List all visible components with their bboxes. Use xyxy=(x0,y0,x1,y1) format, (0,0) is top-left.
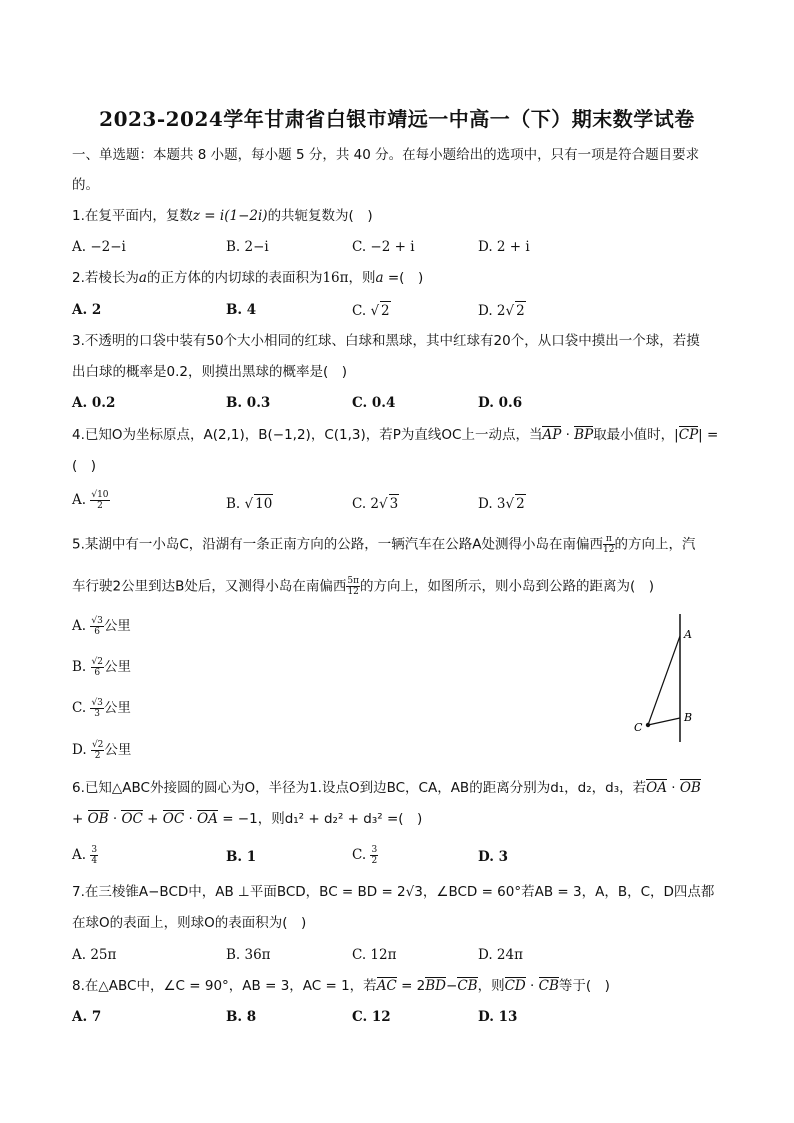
question-2 xyxy=(72,269,423,287)
q3-option-d[interactable]: D. 0.6 xyxy=(478,395,523,411)
q5-text-b: 的方向上，汽 xyxy=(614,536,696,553)
q5-option-c[interactable] xyxy=(72,698,131,719)
q8-vec-cd: CD xyxy=(504,978,526,994)
q2-var: a xyxy=(138,270,147,286)
page-title: 2023-2024学年甘肃省白银市靖远一中高一（下）期末数学试卷 xyxy=(99,107,695,131)
q5-opt-d-label: D. xyxy=(72,742,87,758)
q6-option-d[interactable]: D. 3 xyxy=(478,849,509,865)
q8-vec-bd: BD xyxy=(425,978,447,994)
q4-opt-d-label: D. 3 xyxy=(478,496,506,512)
q5-opt-d-den: 2 xyxy=(94,751,101,761)
q8-text-b: ，则 xyxy=(477,978,505,994)
q5-opt-d-frac xyxy=(91,740,104,761)
q8-option-d[interactable]: D. 13 xyxy=(478,1009,518,1025)
q5-text-c: 车行驶2公里到达B处后，又测得小岛在南偏西 xyxy=(72,578,347,595)
q7-option-a[interactable]: A. 25π xyxy=(72,947,117,963)
q3-option-a[interactable]: A. 0.2 xyxy=(72,395,116,411)
q8-text-c: 等于( ) xyxy=(558,978,610,994)
q2-text-c: ，则 xyxy=(348,270,376,286)
segment-ac xyxy=(648,636,680,725)
q2-option-a[interactable]: A. 2 xyxy=(72,302,102,318)
q8-vec-cb: CB xyxy=(457,978,478,994)
q4-text-c: | = xyxy=(698,427,719,443)
q6-vec-ob-1: OB xyxy=(679,780,701,796)
question-4-line1 xyxy=(72,426,718,444)
q5-option-d[interactable] xyxy=(72,740,131,761)
q7-option-b[interactable]: B. 36π xyxy=(226,947,271,963)
q4-opt-b-label: B. xyxy=(226,496,245,512)
q2-option-b[interactable]: B. 4 xyxy=(226,302,257,318)
q5-opt-b-unit: 公里 xyxy=(103,659,131,675)
q4-opt-c-label: C. 2 xyxy=(352,496,380,512)
q4-vec-cp: CP xyxy=(678,427,699,443)
question-5-line2 xyxy=(72,576,654,597)
q4-option-d[interactable]: D. 3√ 2 xyxy=(478,496,525,512)
q5-opt-c-unit: 公里 xyxy=(103,700,131,716)
q5-opt-c-frac xyxy=(90,698,103,719)
q8-minus: − xyxy=(446,978,458,994)
q1-text-a: 1.在复平面内，复数 xyxy=(72,208,193,224)
q5-opt-a-frac xyxy=(90,616,103,637)
q8-option-a[interactable]: A. 7 xyxy=(72,1009,102,1025)
q8-text-a: 8.在△ABC中，∠C = 90°，AB = 3，AC = 1，若 xyxy=(72,978,377,994)
q2-var-2: a xyxy=(375,270,384,286)
q5-opt-b-den: 6 xyxy=(94,668,101,678)
q1-option-d[interactable]: D. 2 + i xyxy=(478,239,530,255)
question-7-line1: 7.在三棱锥A−BCD中，AB ⊥平面BCD，BC = BD = 2√3，∠BCD = 60°若AB = 3，A，B，C，D四点都 xyxy=(72,884,715,900)
q4-opt-a-label: A. xyxy=(72,492,87,508)
q5-opt-b-num: √2 xyxy=(91,657,103,667)
point-c xyxy=(646,723,650,727)
segment-bc xyxy=(648,718,680,725)
label-b: B xyxy=(684,711,693,724)
q8-vec-cb-2: CB xyxy=(538,978,559,994)
q4-opt-a-den: 2 xyxy=(97,501,103,511)
q6-opt-a-den: 4 xyxy=(91,856,98,866)
q5-opt-b-label: B. xyxy=(72,659,87,675)
q4-text-b: 取最小值时，| xyxy=(593,427,679,443)
q2-option-c[interactable]: C. √ 2 xyxy=(352,303,390,319)
q5-opt-c-label: C. xyxy=(72,700,87,716)
q4-option-c[interactable]: C. 2√ 3 xyxy=(352,496,399,512)
q5-opt-c-den: 3 xyxy=(94,709,101,719)
q6-option-b[interactable]: B. 1 xyxy=(226,849,257,865)
q6-vec-oc-1: OC xyxy=(121,811,143,827)
q5-opt-a-label: A. xyxy=(72,618,87,634)
q4-text-a: 4.已知O为坐标原点，A(2,1)，B(−1,2)，C(1,3)，若P为直线OC上一动点，当 xyxy=(72,427,543,443)
q5-text-a: 5.某湖中有一小岛C，沿湖有一条正南方向的公路，一辆汽车在公路A处测得小岛在南偏西 xyxy=(72,536,604,553)
q5-option-b[interactable] xyxy=(72,657,131,678)
q6-vec-oa-2: OA xyxy=(197,811,218,827)
q5-frac-2-den: 12 xyxy=(347,587,359,597)
section-header-line2: 的。 xyxy=(72,177,99,193)
q4-dot: · xyxy=(561,427,575,443)
q2-text-d: =( ) xyxy=(383,270,424,286)
q4-option-b[interactable]: B. √ 10 xyxy=(226,496,273,512)
q4-option-a[interactable] xyxy=(72,490,110,511)
q4-vec-ap: AP xyxy=(542,427,562,443)
q4-opt-d-radicand: 2 xyxy=(516,496,525,512)
question-3-line1: 3.不透明的口袋中装有50个大小相同的红球、白球和黑球，其中红球有20个，从口袋中摸出一个球，若摸 xyxy=(72,333,700,349)
q6-opt-a-label: A. xyxy=(72,847,87,863)
question-5-line1 xyxy=(72,534,696,555)
question-3-line2: 出白球的概率是0.2，则摸出黑球的概率是( ) xyxy=(72,364,348,380)
question-1 xyxy=(72,207,373,225)
q5-opt-a-num: √3 xyxy=(91,616,103,626)
q8-vec-ac: AC xyxy=(376,978,397,994)
label-c: C xyxy=(634,721,643,734)
q1-text-b: 的共轭复数为( ) xyxy=(267,208,373,224)
q5-frac-1 xyxy=(603,534,614,555)
section-header-line1: 一、单选题：本题共 8 小题，每小题 5 分，共 40 分。在每小题给出的选项中，只有一项是符合题目要求 xyxy=(72,147,700,163)
q6-option-c[interactable] xyxy=(352,845,378,866)
q5-opt-d-num: √2 xyxy=(91,740,104,750)
label-a: A xyxy=(684,628,692,641)
q5-frac-2-num: 5π xyxy=(347,576,360,586)
q5-frac-1-den: 12 xyxy=(603,545,615,555)
q2-opt-d-radicand: 2 xyxy=(516,303,525,319)
q4-vec-bp: BP xyxy=(574,427,594,443)
q5-opt-c-num: √3 xyxy=(91,698,103,708)
q2-text-a: 2.若棱长为 xyxy=(72,270,139,286)
q6-opt-c-num: 3 xyxy=(371,845,378,855)
q4-opt-b-radicand: 10 xyxy=(255,496,273,512)
q8-option-b[interactable]: B. 8 xyxy=(226,1009,257,1025)
q6-vec-oc-2: OC xyxy=(162,811,185,827)
q4-opt-a-num: √10 xyxy=(91,490,109,500)
q5-opt-a-unit: 公里 xyxy=(103,618,131,634)
q5-opt-a-den: 6 xyxy=(94,627,100,637)
q5-figure xyxy=(628,608,708,748)
q5-frac-1-num: π xyxy=(603,534,614,545)
q6-opt-c-den: 2 xyxy=(371,856,378,866)
question-8 xyxy=(72,977,610,995)
q5-frac-2 xyxy=(346,576,360,597)
q2-opt-c-label: C. xyxy=(352,303,371,319)
q6-opt-a-frac xyxy=(90,845,98,866)
q5-option-a[interactable] xyxy=(72,616,131,637)
q1-expr: z = i(1−2i) xyxy=(192,208,268,224)
q7-option-d[interactable]: D. 24π xyxy=(478,947,523,963)
q2-text-b: 的正方体的内切球的表面积为 xyxy=(146,270,323,286)
question-7-line2: 在球O的表面上，则球O的表面积为( ) xyxy=(72,915,307,931)
q7-option-c[interactable]: C. 12π xyxy=(352,947,397,963)
q3-option-b[interactable]: B. 0.3 xyxy=(226,395,271,411)
q2-opt-c-radicand: 2 xyxy=(381,303,390,319)
q1-option-c[interactable]: C. −2 + i xyxy=(352,239,415,255)
q2-option-d[interactable]: D. 2√ 2 xyxy=(478,303,525,319)
q6-vec-oa-1: OA xyxy=(646,780,667,796)
q2-opt-d-label: D. 2 xyxy=(478,303,506,319)
q6-opt-a-num: 3 xyxy=(91,845,98,855)
q6-text-a: 6.已知△ABC外接圆的圆心为O，半径为1.设点O到边BC，CA，AB的距离分别为d₁，d₂，d₃，若 xyxy=(72,780,647,796)
q6-line2-end: = −1，则d₁² + d₂² + d₃² =( ) xyxy=(217,811,423,827)
q6-opt-c-frac xyxy=(370,845,378,866)
q3-option-c[interactable]: C. 0.4 xyxy=(352,395,396,411)
q4-opt-c-radicand: 3 xyxy=(389,496,399,512)
q4-opt-a-frac xyxy=(90,490,109,511)
question-6-line1: 6.已知△ABC外接圆的圆心为O，半径为1.设点O到边BC，CA，AB的距离分别为d₁，d₂，d₃，若OA · OB xyxy=(72,780,701,796)
question-4-line2: ( ) xyxy=(72,458,97,474)
q1-option-a[interactable]: A. −2−i xyxy=(72,239,126,255)
q6-opt-c-label: C. xyxy=(352,847,367,863)
q5-opt-d-unit: 公里 xyxy=(104,742,132,758)
q6-option-a[interactable] xyxy=(72,845,98,866)
question-6-line2: + OB · OC + OC · OA = −1，则d₁² + d₂² + d₃² =( ) xyxy=(72,811,423,827)
q2-val: 16π xyxy=(322,270,349,286)
q5-text-d: 的方向上，如图所示，则小岛到公路的距离为( ) xyxy=(360,578,655,595)
q1-option-b[interactable]: B. 2−i xyxy=(226,239,269,255)
q8-dot: · xyxy=(525,978,539,994)
q6-vec-ob-2: OB xyxy=(87,811,109,827)
q8-eq: = 2 xyxy=(396,978,426,994)
q5-opt-b-frac xyxy=(91,657,104,678)
q8-option-c[interactable]: C. 12 xyxy=(352,1009,391,1025)
